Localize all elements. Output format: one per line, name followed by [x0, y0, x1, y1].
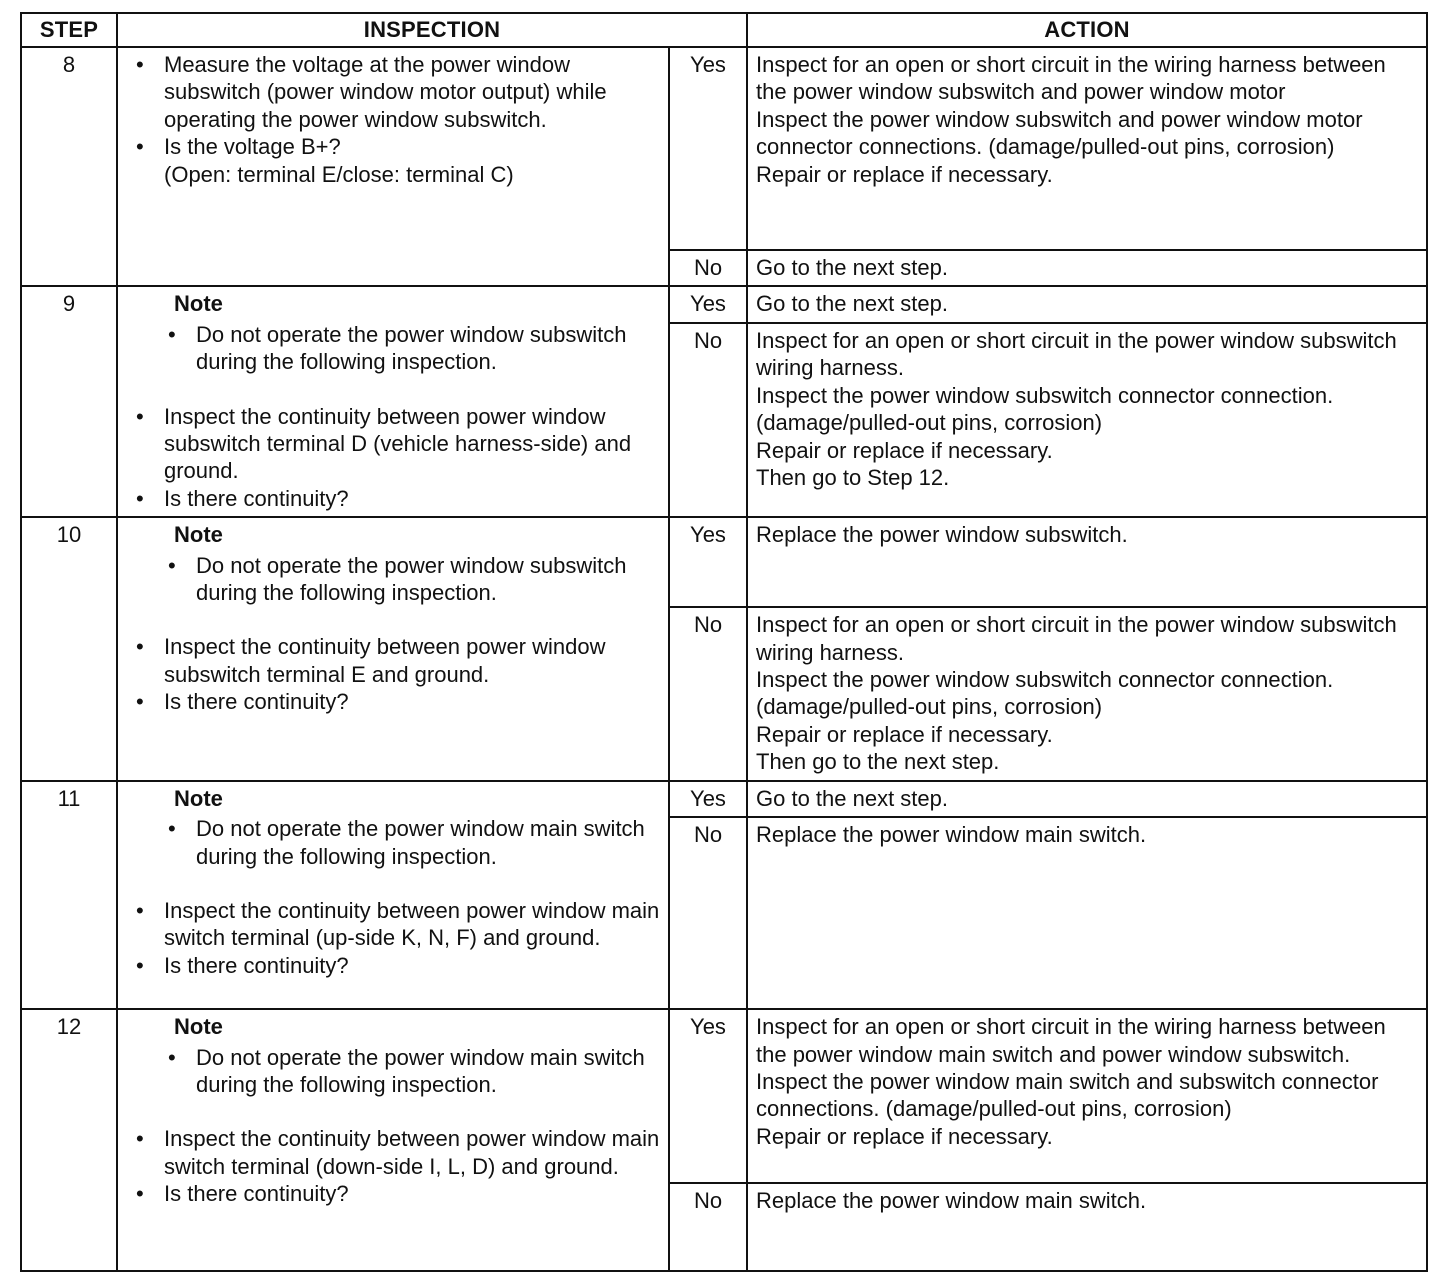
yes-label: Yes: [669, 1009, 747, 1183]
step-number: 10: [21, 517, 117, 780]
yes-label: Yes: [669, 286, 747, 322]
yes-label: Yes: [669, 47, 747, 250]
action-line: Go to the next step.: [756, 255, 949, 280]
no-action: [747, 817, 1427, 1009]
inspection-bullet: • Inspect the continuity between power window main switch terminal (up-side K, N, F) and ground.: [132, 897, 660, 952]
terminal-note: (Open: terminal E/close: terminal C): [164, 161, 514, 187]
no-label: No: [669, 817, 747, 1009]
no-action: [747, 323, 1427, 517]
action-line: Go to the next step.: [756, 785, 949, 811]
inspection-bullet: • Inspect the continuity between power window subswitch terminal E and ground.: [132, 633, 660, 688]
step-8-yes-row: [21, 47, 1427, 250]
step-number: 8: [21, 47, 117, 286]
action-line: Inspect the power window main switch and subswitch connector connections. (damage/pulled-out pins, corrosion): [756, 1068, 1379, 1122]
action-line: Inspect for an open or short circuit in the power window subswitch wiring harness.: [756, 612, 1397, 665]
action-line: Inspect for an open or short circuit in the wiring harness between the power window main switch and power window subswitch.: [756, 1014, 1386, 1067]
note-bullet: • Do not operate the power window main switch during the following inspection.: [132, 1044, 660, 1099]
yes-action: [747, 517, 1427, 607]
action-line: Replace the power window subswitch.: [756, 522, 1128, 548]
header-action: ACTION: [747, 13, 1427, 47]
inspection-bullet: • Is there continuity?: [132, 952, 660, 979]
yes-action: [747, 781, 1427, 817]
note-bullet: • Do not operate the power window subswitch during the following inspection.: [132, 552, 660, 607]
inspection-cell: [117, 286, 669, 517]
diagnostic-table: [20, 12, 1428, 1272]
action-line: Go to the next step.: [756, 291, 949, 317]
action-line: Repair or replace if necessary.: [756, 161, 1053, 187]
header-row: [21, 13, 1427, 47]
step-11-yes-row: [21, 781, 1427, 817]
action-line: Repair or replace if necessary.: [756, 437, 1053, 463]
step-12-yes-row: [21, 1009, 1427, 1183]
no-action: [747, 1183, 1427, 1271]
note-bullet: • Do not operate the power window main switch during the following inspection.: [132, 815, 660, 870]
inspection-bullet: • Measure the voltage at the power window subswitch (power window motor output) while operating the power window subswitch.: [132, 51, 660, 133]
note-title: Note: [174, 291, 223, 317]
inspection-bullet: • Inspect the continuity between power window subswitch terminal D (vehicle harness-side) and ground.: [132, 403, 660, 485]
no-label: No: [669, 250, 747, 286]
step-9-yes-row: [21, 286, 1427, 322]
header-inspection: INSPECTION: [117, 13, 747, 47]
yes-action: [747, 47, 1427, 250]
action-line: Inspect the power window subswitch connector connection. (damage/pulled-out pins, corrosion): [756, 667, 1334, 720]
action-line: Replace the power window main switch.: [756, 822, 1147, 848]
yes-action: [747, 286, 1427, 322]
inspection-bullet: • Is there continuity?: [132, 1180, 660, 1207]
step-number: 11: [21, 781, 117, 1009]
inspection-cell: [117, 1009, 669, 1271]
inspection-bullet: • Is there continuity?: [132, 688, 660, 715]
yes-action: [747, 1009, 1427, 1183]
action-line: Inspect for an open or short circuit in the wiring harness between the power window subswitch and power window motor: [756, 52, 1386, 105]
action-line: Then go to Step 12.: [756, 464, 950, 490]
header-step: STEP: [21, 13, 117, 47]
action-line: Repair or replace if necessary.: [756, 721, 1053, 747]
action-line: Inspect for an open or short circuit in the power window subswitch wiring harness.: [756, 327, 1397, 381]
inspection-bullet: • Is there continuity?: [132, 485, 660, 512]
action-line: Inspect the power window subswitch connector connection. (damage/pulled-out pins, corrosion): [756, 382, 1334, 436]
step-number: 9: [21, 286, 117, 517]
action-line: Repair or replace if necessary.: [756, 1123, 1053, 1149]
no-label: No: [669, 323, 747, 517]
no-action: [747, 250, 1427, 286]
diagnostic-page: [20, 12, 1426, 1268]
step-number: 12: [21, 1009, 117, 1271]
no-label: No: [669, 1183, 747, 1271]
note-title: Note: [174, 785, 223, 811]
no-label: No: [669, 607, 747, 780]
inspection-cell: [117, 47, 669, 286]
note-title: Note: [174, 522, 223, 548]
no-action: [747, 607, 1427, 780]
inspection-bullet: • Is the voltage B+?: [132, 133, 660, 160]
yes-label: Yes: [669, 517, 747, 607]
step-10-yes-row: [21, 517, 1427, 607]
note-title: Note: [174, 1014, 223, 1040]
inspection-cell: [117, 517, 669, 780]
action-line: Inspect the power window subswitch and power window motor connector connections. (damage/pulled-out pins, corrosion): [756, 106, 1363, 160]
inspection-bullet: • Inspect the continuity between power window main switch terminal (down-side I, L, D) and ground.: [132, 1125, 660, 1180]
note-bullet: • Do not operate the power window subswitch during the following inspection.: [132, 321, 660, 376]
inspection-cell: [117, 781, 669, 1009]
action-line: Then go to the next step.: [756, 749, 1000, 775]
yes-label: Yes: [669, 781, 747, 817]
action-line: Replace the power window main switch.: [756, 1188, 1147, 1214]
